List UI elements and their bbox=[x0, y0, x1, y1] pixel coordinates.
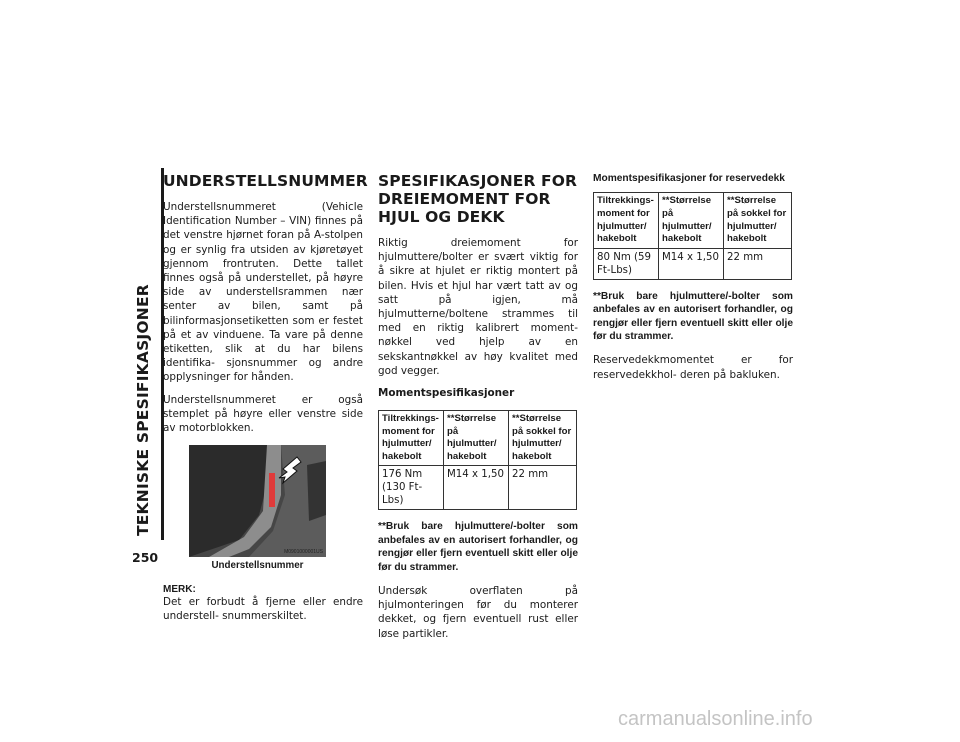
cell-nut-size: M14 x 1,50 bbox=[444, 466, 509, 510]
vin-figure bbox=[189, 445, 326, 557]
table-title-spare: Momentspesifikasjoner for reservedekk bbox=[593, 173, 785, 184]
note-label: MERK: bbox=[163, 584, 196, 596]
note-text: Det er forbudt å fjerne eller endre understell- snummerskiltet. bbox=[163, 596, 363, 622]
torque-table-note: **Bruk bare hjulmuttere/-bolter som anbefales av en autorisert forhandler, og rengjør eller fjern eventuell skitt eller olje før du strammer. bbox=[378, 521, 578, 573]
figure-code: M0901000001US bbox=[284, 549, 323, 556]
cell-socket-size: 22 mm bbox=[724, 248, 792, 279]
cell-socket-size: 22 mm bbox=[509, 466, 577, 510]
vin-paragraph-2: Understellsnummeret er også stemplet på høyre eller venstre side av motorblokken. bbox=[163, 393, 363, 435]
header-socket-size: **Størrelse på sokkel for hjulmutter/ hakebolt bbox=[724, 193, 792, 248]
section-title-torque: SPESIFIKASJONER FOR DREIEMOMENT FOR HJUL OG DEKK bbox=[378, 172, 578, 226]
spare-paragraph: Reservedekkmomentet er for reservedekkhol- deren på bakluken. bbox=[593, 354, 793, 381]
cell-torque: 80 Nm (59 Ft-Lbs) bbox=[594, 248, 659, 279]
section-title-vin: UNDERSTELLSNUMMER bbox=[163, 172, 368, 190]
header-nut-size: **Størrelse på hjulmutter/ hakebolt bbox=[444, 411, 509, 466]
header-torque: Tiltrekkings- moment for hjulmutter/ hakebolt bbox=[594, 193, 659, 248]
vin-figure-illustration bbox=[189, 445, 326, 557]
header-socket-size: **Størrelse på sokkel for hjulmutter/ hakebolt bbox=[509, 411, 577, 466]
table-header-row bbox=[594, 193, 792, 248]
torque-table bbox=[378, 410, 577, 510]
cell-torque: 176 Nm (130 Ft-Lbs) bbox=[379, 466, 444, 510]
side-tab-label: TEKNISKE SPESIFIKASJONER bbox=[134, 284, 152, 536]
table-row bbox=[594, 248, 792, 279]
table-row bbox=[379, 466, 577, 510]
table-title-torque: Momentspesifikasjoner bbox=[378, 387, 515, 400]
torque-paragraph-2: Undersøk overflaten på hjulmonteringen før du monterer dekket, og fjern eventuell rust eller løse partikler. bbox=[378, 585, 578, 640]
header-nut-size: **Størrelse på hjulmutter/ hakebolt bbox=[659, 193, 724, 248]
spare-torque-table bbox=[593, 192, 792, 279]
page-number: 250 bbox=[132, 550, 159, 565]
figure-caption: Understellsnummer bbox=[211, 560, 304, 572]
table-header-row bbox=[379, 411, 577, 466]
column-spare bbox=[593, 172, 793, 390]
header-torque: Tiltrekkings- moment for hjulmutter/ hakebolt bbox=[379, 411, 444, 466]
cell-nut-size: M14 x 1,50 bbox=[659, 248, 724, 279]
torque-paragraph-1: Riktig dreiemoment for hjulmuttere/bolter er svært viktig for å sikre at hjulet er riktig montert på bilen. Hvis et hjul har vært tatt av og satt på igjen, må hjulmutterne/boltene strammes til med en riktig kalibrert moment- nøkkel ved hjelp av en sekskantnøkkel av høy kvalitet med god vegger. bbox=[378, 237, 578, 377]
spare-table-note: **Bruk bare hjulmuttere/-bolter som anbefales av en autorisert forhandler, og rengjør eller fjern eventuell skitt eller olje før du strammer. bbox=[593, 290, 793, 342]
column-vin bbox=[163, 172, 368, 623]
column-torque bbox=[378, 172, 578, 649]
vin-paragraph-1: Understellsnummeret (Vehicle Identification Number – VIN) finnes på det venstre hjørnet foran på A-stolpen og er synlig fra utsiden av kjøretøyet gjennom frontruten. Dette tallet finnes også på understellet, på høyre side av understellsrammen nær senter av bilen, samt på bilinformasjonsetiketten som er festet på et av vinduene. Ta vare på denne etiketten, slik at du har bilens identifika- sjonsnummer og andre opplysninger for hånden. bbox=[163, 201, 363, 384]
watermark: carmanualsonline.info bbox=[618, 708, 813, 730]
